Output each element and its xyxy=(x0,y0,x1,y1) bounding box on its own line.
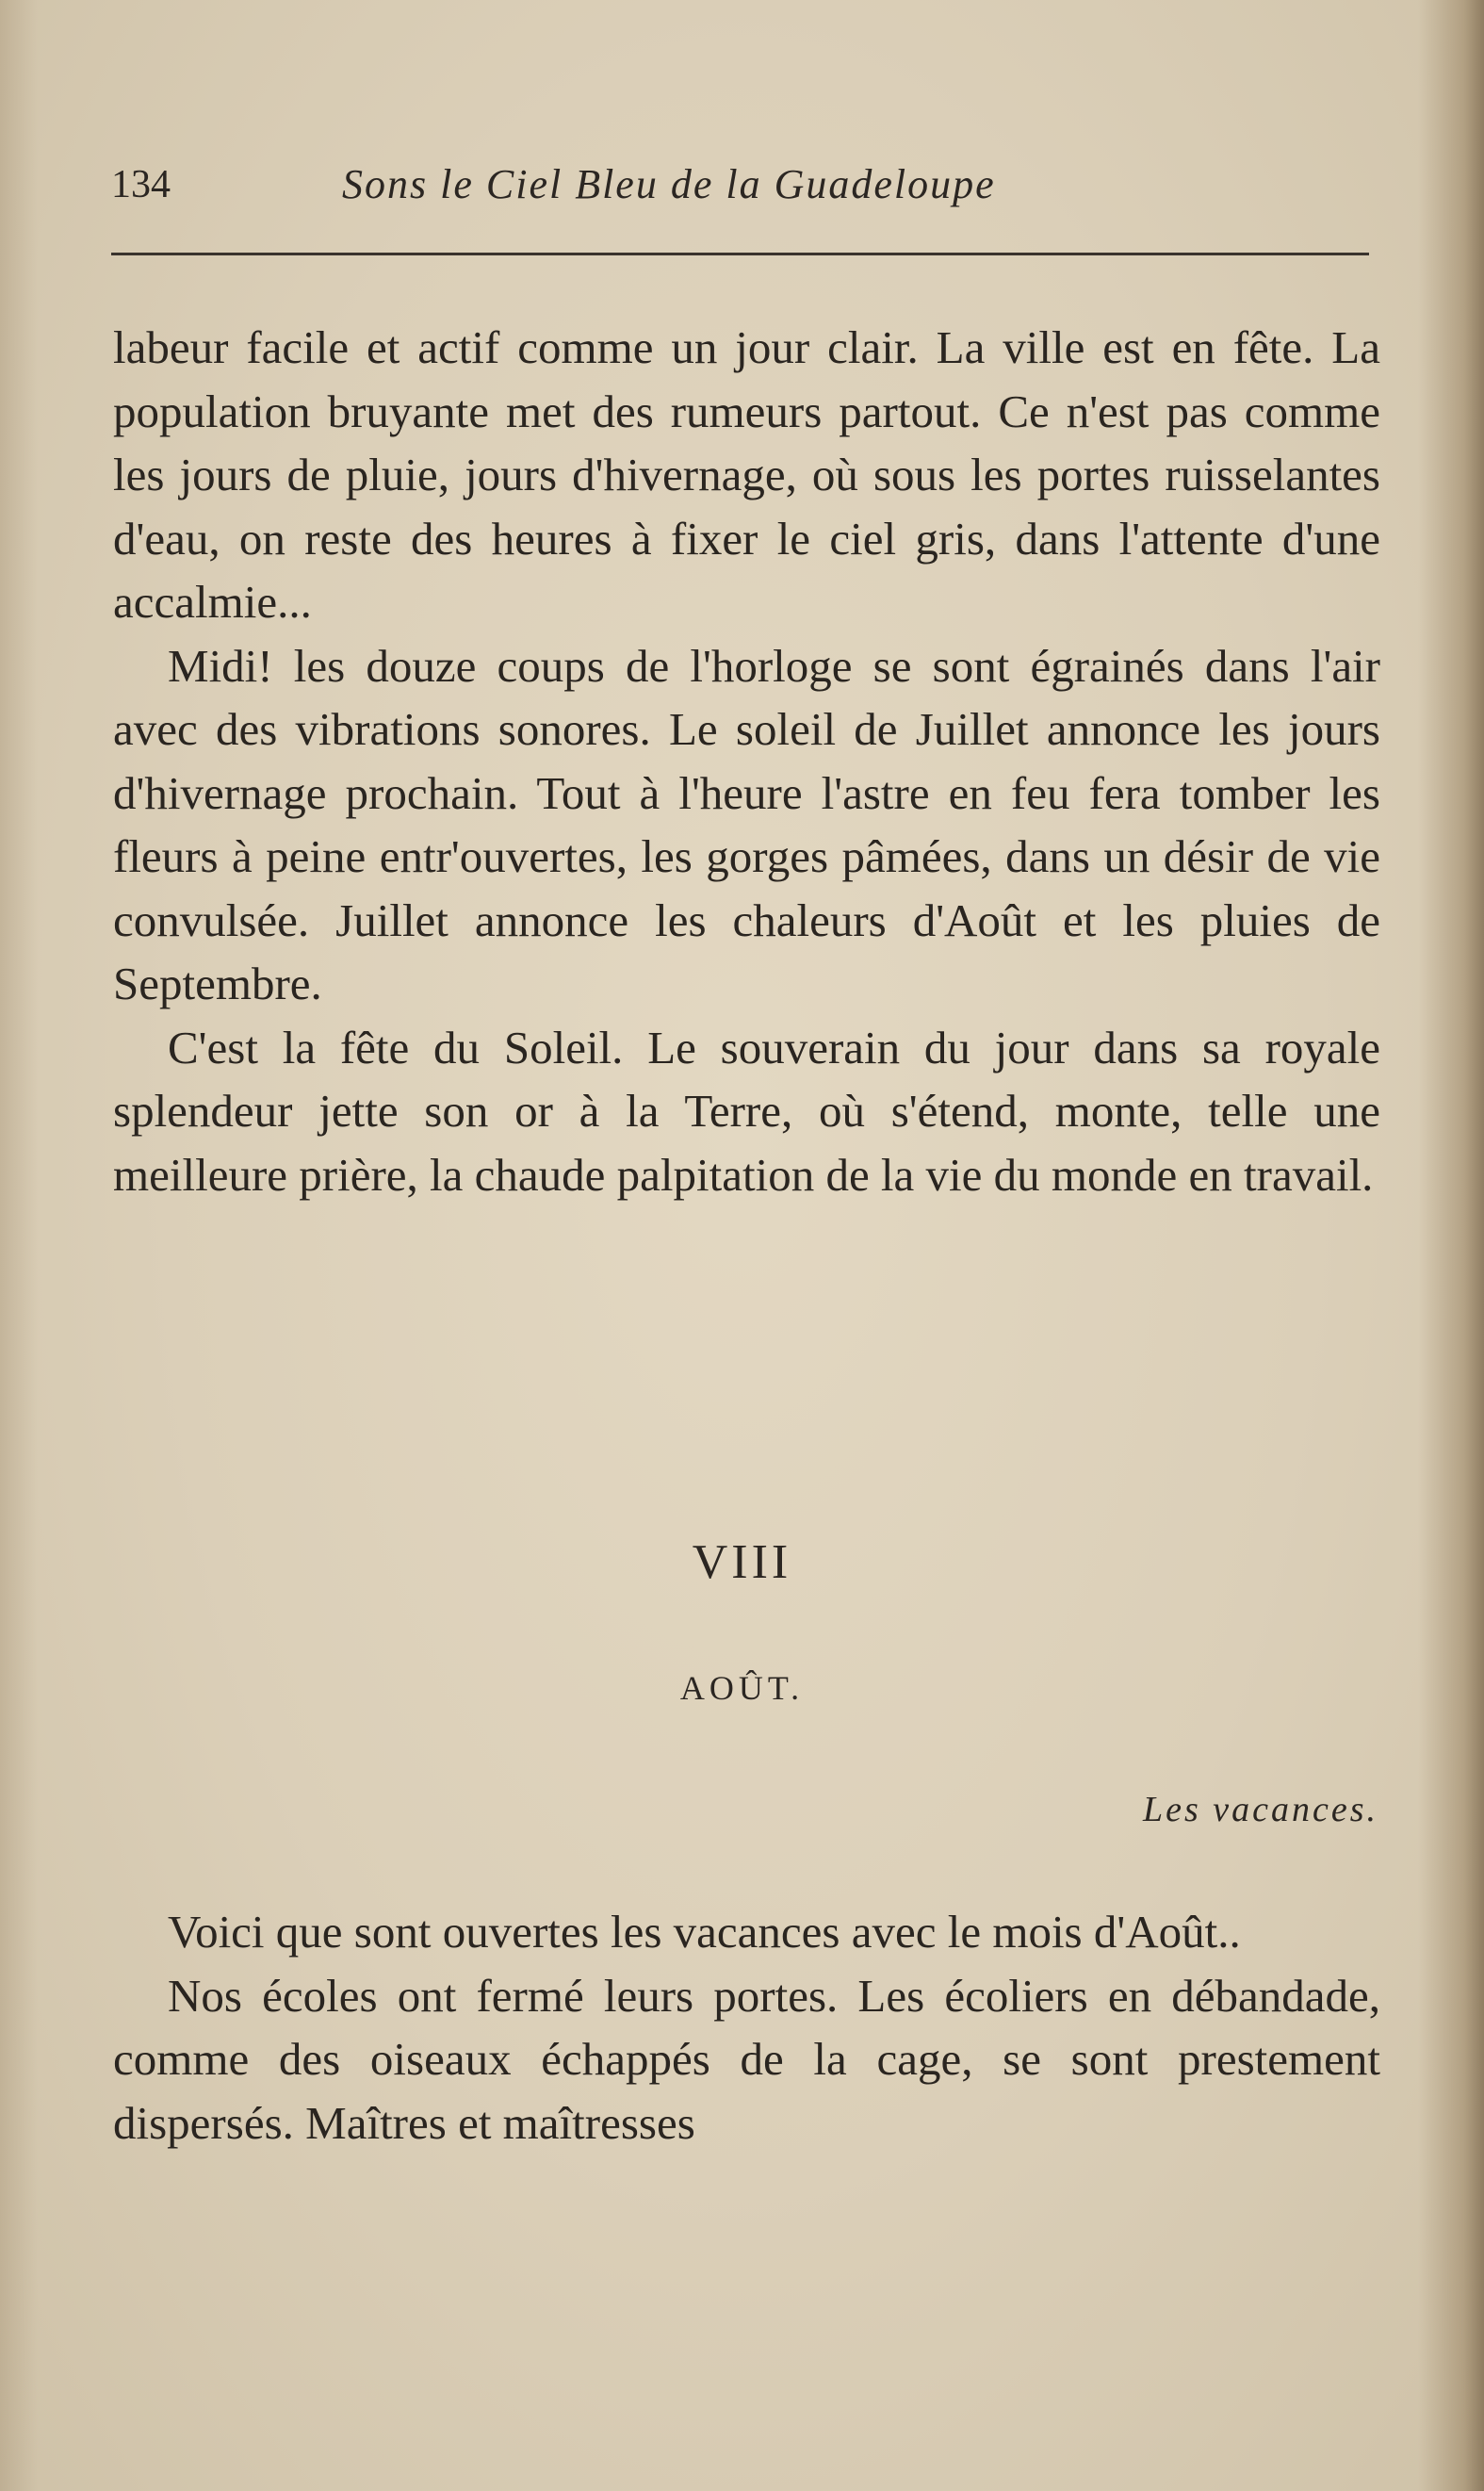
paragraph: labeur facile et actif comme un jour clair. La ville est en fête. La population bruyante met des rumeurs partout. Ce n'est pas comme les jours de pluie, jours d'hivernage, où sous les portes ruisselantes d'eau, on reste des heures à fixer le ciel gris, dans l'attente d'une accalmie... xyxy=(113,321,1380,628)
running-title: Sons le Ciel Bleu de la Guadeloupe xyxy=(342,161,996,207)
chapter-number: VIII xyxy=(692,1535,792,1589)
body-text-top xyxy=(113,316,1380,1206)
body-text-bottom xyxy=(113,1900,1380,2155)
page-left-edge xyxy=(0,0,38,2491)
page-number: 134 xyxy=(111,163,171,206)
paragraph: Midi! les douze coups de l'horloge se sont égrainés dans l'air avec des vibrations sonores. Le soleil de Juillet annonce les jours d'hivernage prochain. Tout à l'heure l'astre en feu fera tomber les fleurs à peine entr'ouvertes, les gorges pâmées, dans un désir de vie convulsée. Juillet annonce les chaleurs d'Août et les pluies de Septembre. xyxy=(113,639,1380,1009)
chapter-epigraph: Les vacances. xyxy=(1142,1790,1378,1829)
paragraph: C'est la fête du Soleil. Le souverain du jour dans sa royale splendeur jette son or à la Terre, où s'étend, monte, telle une meilleure prière, la chaude palpitation de la vie du monde en travail. xyxy=(113,1021,1380,1201)
page-right-edge xyxy=(1418,0,1484,2491)
paragraph: Nos écoles ont fermé leurs portes. Les écoliers en débandade, comme des oiseaux échappés de la cage, se sont prestement dispersés. Maîtres et maîtresses xyxy=(113,1969,1380,2149)
chapter-title: AOÛT. xyxy=(679,1669,805,1707)
header-rule xyxy=(111,253,1369,255)
page-header xyxy=(111,158,1374,215)
paragraph: Voici que sont ouvertes les vacances avec le mois d'Août.. xyxy=(168,1906,1241,1958)
